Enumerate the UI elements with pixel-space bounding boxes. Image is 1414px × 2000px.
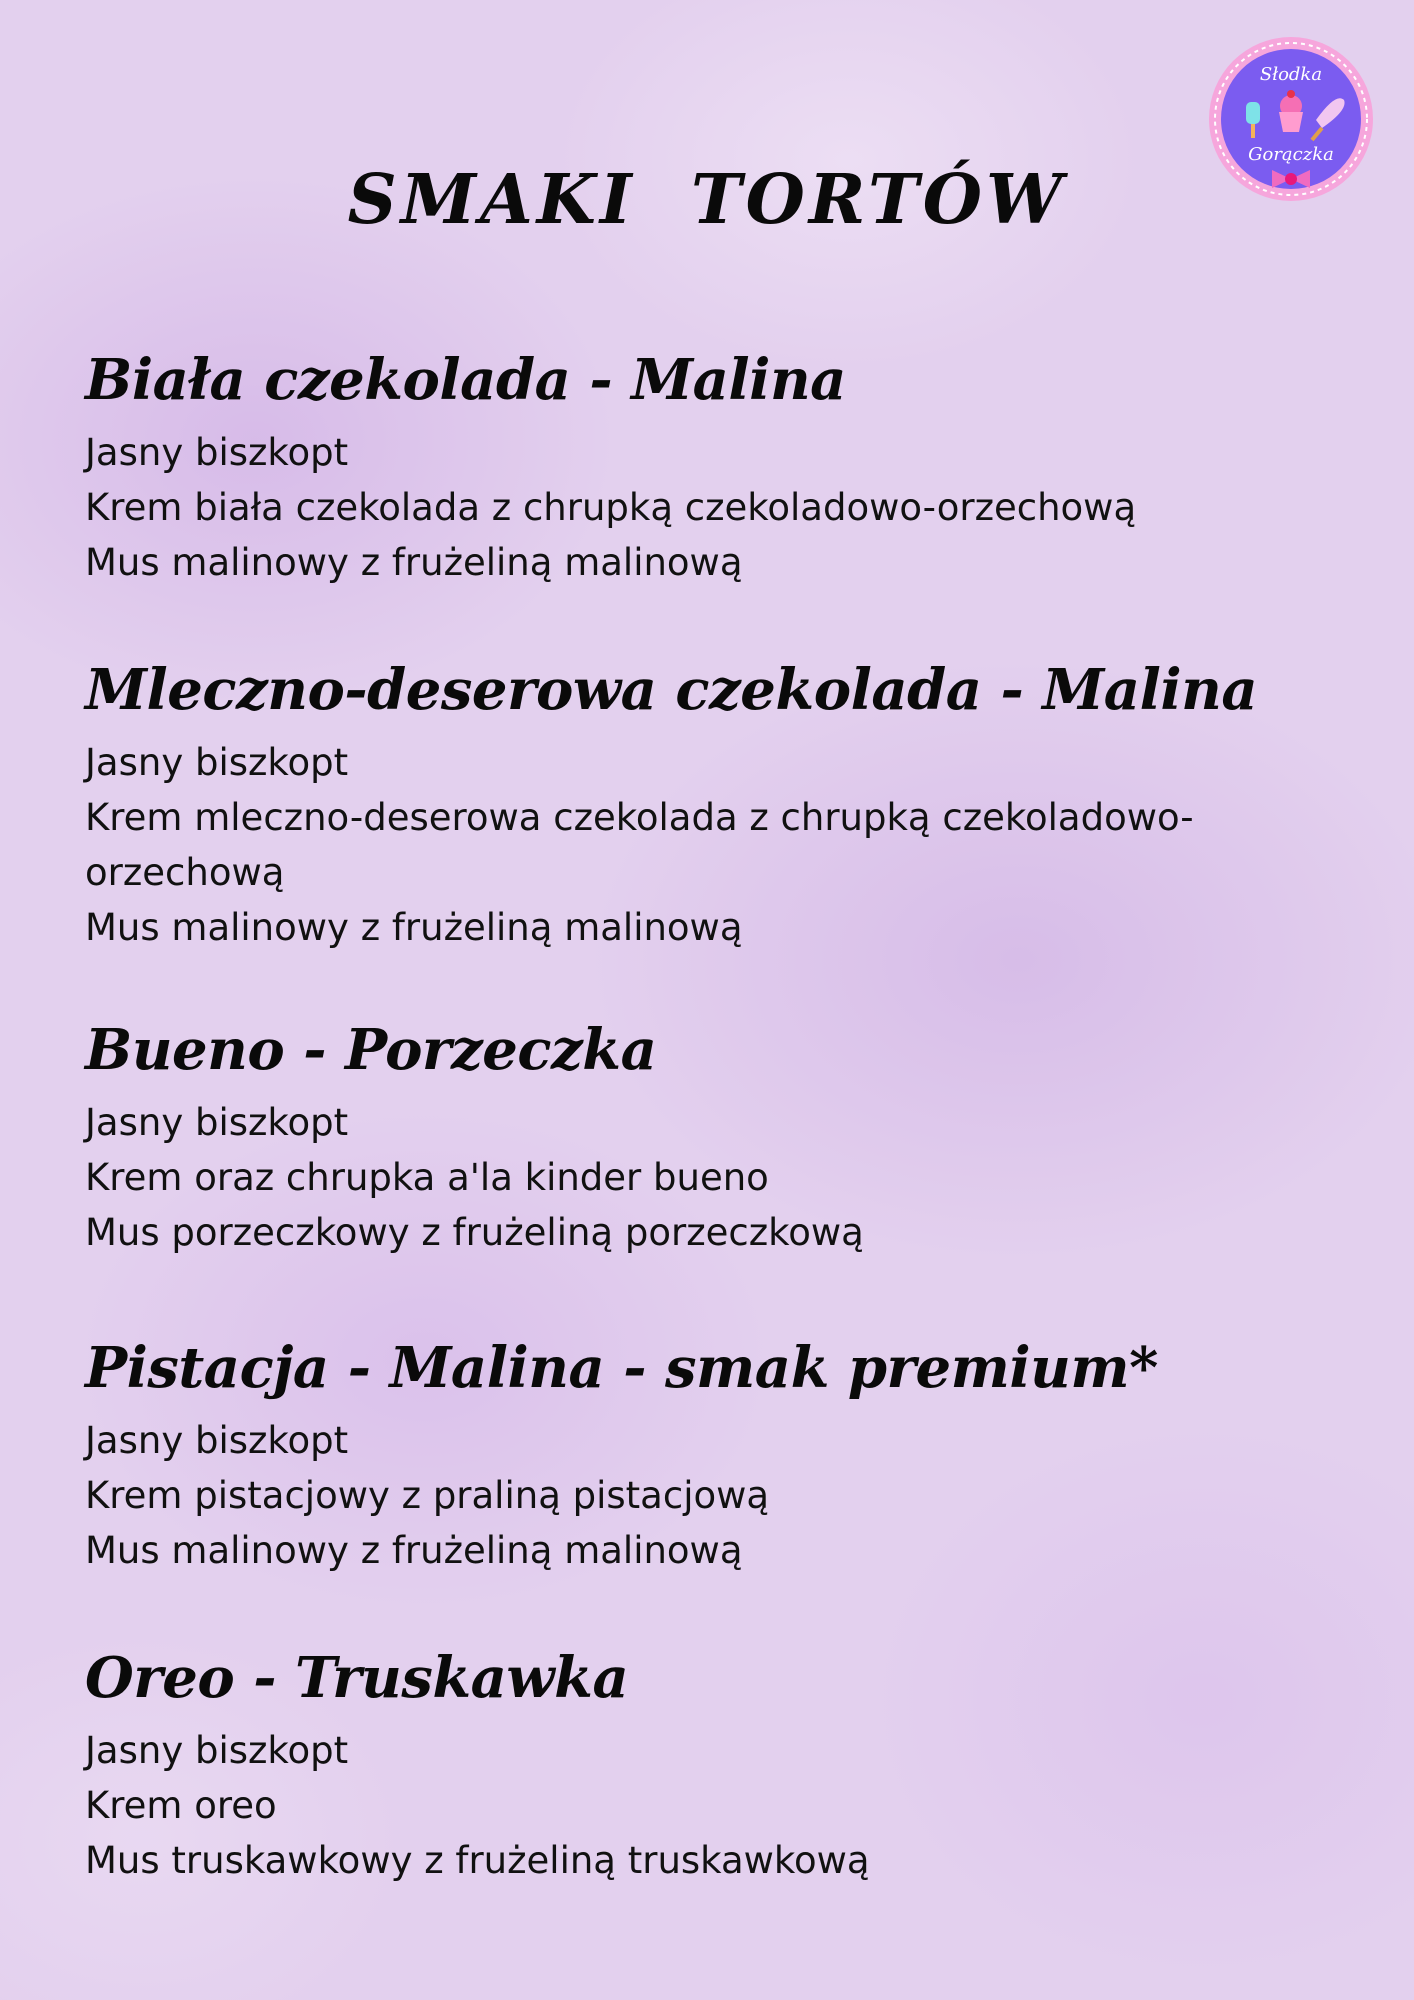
logo-text-top: Słodka [1259, 64, 1323, 85]
flavor-layer: Krem mleczno-deserowa czekolada z chrupką czekoladowo-orzechową [85, 796, 1194, 894]
flavor-layer: Mus malinowy z frużeliną malinową [85, 1529, 743, 1572]
flavor-item [85, 1643, 870, 1888]
flavor-name: Bueno - Porzeczka [85, 1017, 657, 1083]
flavor-item [85, 1015, 864, 1260]
flavor-layer: Mus truskawkowy z frużeliną truskawkową [85, 1839, 870, 1882]
logo-text-bottom: Gorączka [1248, 144, 1334, 165]
flavor-layer: Krem pistacjowy z praliną pistacjową [85, 1474, 770, 1517]
flavor-layer: Mus porzeczkowy z frużeliną porzeczkową [85, 1211, 864, 1254]
flavor-layer: Mus malinowy z frużeliną malinową [85, 906, 743, 949]
flavor-layer: Krem oreo [85, 1784, 277, 1827]
flavor-layer: Jasny biszkopt [85, 431, 349, 474]
flavor-layer: Krem biała czekolada z chrupką czekoladowo-orzechową [85, 486, 1137, 529]
flavor-name: Oreo - Truskawka [85, 1645, 629, 1711]
flavor-layer: Jasny biszkopt [85, 741, 349, 784]
flavor-item [85, 655, 1325, 955]
flavor-name: Mleczno-deserowa czekolada - Malina [85, 657, 1258, 723]
flavor-name: Biała czekolada - Malina [85, 347, 846, 413]
flavor-layer: Mus malinowy z frużeliną malinową [85, 541, 743, 584]
flavor-layer: Jasny biszkopt [85, 1729, 349, 1772]
flavor-layer: Krem oraz chrupka a'la kinder bueno [85, 1156, 769, 1199]
flavor-layer: Jasny biszkopt [85, 1101, 349, 1144]
flavor-layer: Jasny biszkopt [85, 1419, 349, 1462]
flavor-item [85, 345, 1136, 590]
flavor-item [85, 1333, 1158, 1578]
flavor-name: Pistacja - Malina - smak premium* [85, 1335, 1158, 1401]
page-title: SMAKI TORTÓW [347, 160, 1067, 240]
